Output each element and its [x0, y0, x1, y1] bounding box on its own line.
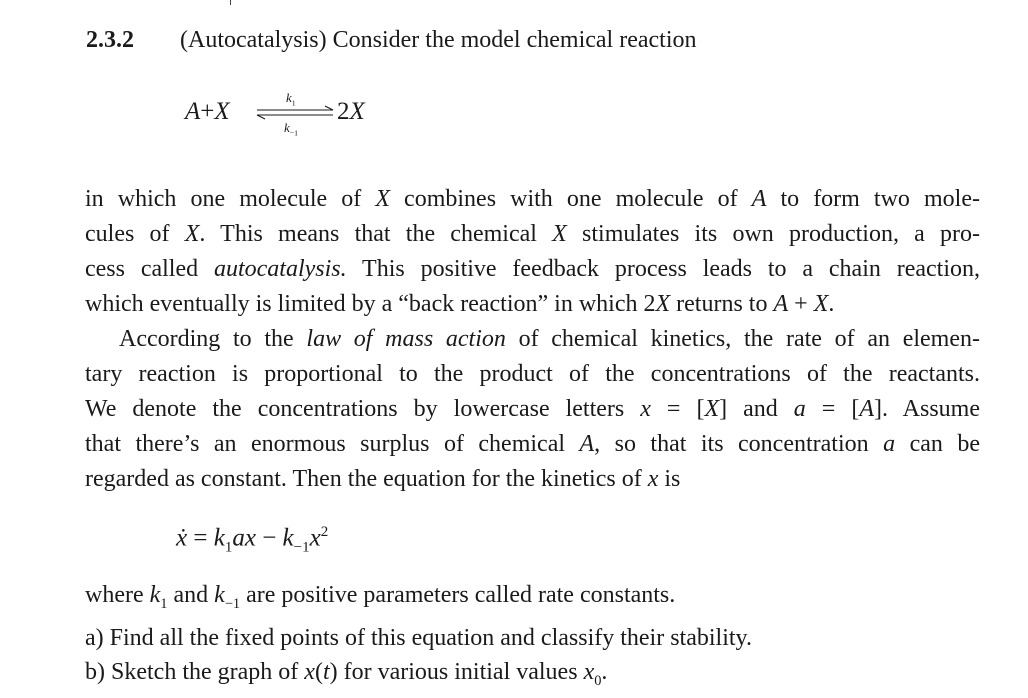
problem-number: 2.3.2: [86, 27, 134, 53]
paragraph-1: [85, 182, 980, 322]
page-top-mark: [230, 0, 231, 5]
reaction-lhs: A+X: [185, 98, 230, 125]
text-line: in which one molecule of X combines with one molecule of A to form two mole-: [85, 186, 980, 212]
text-line: tary reaction is proportional to the product of the concentrations of the reactants.: [85, 361, 980, 387]
forward-rate-label: $k_1$: [286, 90, 296, 108]
text-line: cules of X. This means that the chemical X stimulates its own production, a pro-: [85, 221, 981, 247]
text-line: According to the law of mass action of chemical kinetics, the rate of an elemen-: [119, 326, 980, 352]
reaction-rhs: 2X: [337, 98, 365, 125]
text-line: regarded as constant. Then the equation for the kinetics of x is: [85, 466, 681, 492]
paragraph-2: [85, 322, 980, 497]
text-line: We denote the concentrations by lowercase letters x = [X] and a = [A]. Assume: [85, 396, 981, 422]
question-a: a) Find all the fixed points of this equation and classify their stability.: [85, 624, 752, 651]
text-line: cess called autocatalysis. This positive feedback process leads to a chain reaction,: [85, 256, 980, 282]
questions: [85, 578, 752, 698]
text-line: that there’s an enormous surplus of chemical A, so that its concentration a can be: [85, 431, 980, 457]
rate-constants-note: where $k_1$ and $k_{-1}$ are positive parameters called rate constants.: [85, 582, 676, 612]
question-b: b) Sketch the graph of x(t) for various initial values $x_0$.: [85, 658, 608, 689]
backward-rate-label: $k_{-1}$: [284, 120, 299, 138]
text-line: which eventually is limited by a “back reaction” in which 2X returns to A + X.: [85, 291, 835, 317]
kinetics-equation: ẋ = $k_1ax - k_{-1}x^2$: [176, 524, 329, 556]
reaction-equation: [185, 90, 405, 146]
problem-title: (Autocatalysis) Consider the model chemical reaction: [180, 27, 697, 53]
